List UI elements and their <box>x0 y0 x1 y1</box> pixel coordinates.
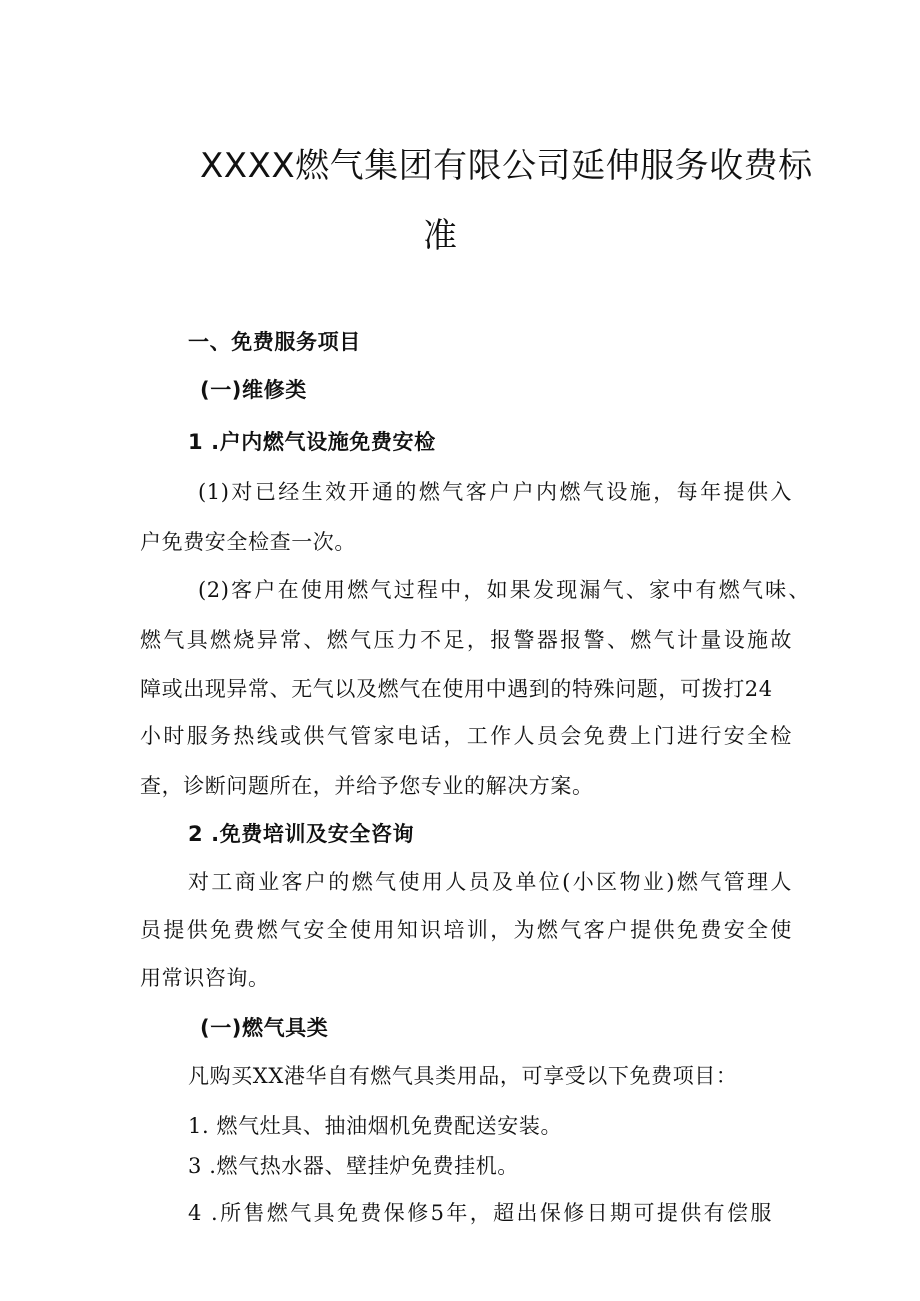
paragraph-line: 对工商业客户的燃气使用人员及单位(小区物业)燃气管理人 <box>188 870 792 894</box>
list-item: 3 .燃气热水器、壁挂炉免费挂机。 <box>188 1154 519 1178</box>
subsection-heading-maintenance: (一)维修类 <box>200 378 307 402</box>
subsection-heading-gas-appliances: (一)燃气具类 <box>200 1016 329 1040</box>
paragraph-line: 凡购买XX港华自有燃气具类用品，可享受以下免费项目： <box>188 1064 738 1088</box>
list-item: 1. 燃气灶具、抽油烟机免费配送安装。 <box>188 1114 563 1138</box>
paragraph-line: (2)客户在使用燃气过程中，如果发现漏气、家中有燃气味、 <box>198 578 810 602</box>
paragraph-line: 查，诊断问题所在，并给予您专业的解决方案。 <box>140 774 594 798</box>
paragraph-line: 员提供免费燃气安全使用知识培训，为燃气客户提供免费安全使 <box>140 918 792 942</box>
paragraph-line: 小时服务热线或供气管家电话，工作人员会免费上门进行安全检 <box>140 724 792 748</box>
paragraph-line: 用常识咨询。 <box>140 966 270 990</box>
item-heading-indoor-inspection: 1 .户内燃气设施免费安检 <box>188 430 436 454</box>
item-heading-free-training: 2 .免费培训及安全咨询 <box>188 822 415 846</box>
list-item: 4 .所售燃气具免费保修5年，超出保修日期可提供有偿服 <box>188 1201 772 1225</box>
paragraph-line: 户免费安全检查一次。 <box>140 530 356 554</box>
document-title-line-2: 准 <box>423 216 458 256</box>
paragraph-line: 障或出现异常、无气以及燃气在使用中遇到的特殊问题，可拨打24 <box>140 677 773 701</box>
section-heading-free-services: 一、免费服务项目 <box>188 330 361 354</box>
paragraph-line: (1)对已经生效开通的燃气客户户内燃气设施，每年提供入 <box>198 480 792 504</box>
paragraph-line: 燃气具燃烧异常、燃气压力不足，报警器报警、燃气计量设施故 <box>140 628 792 652</box>
document-title-line-1: XXXX燃气集团有限公司延伸服务收费标 <box>200 146 813 186</box>
